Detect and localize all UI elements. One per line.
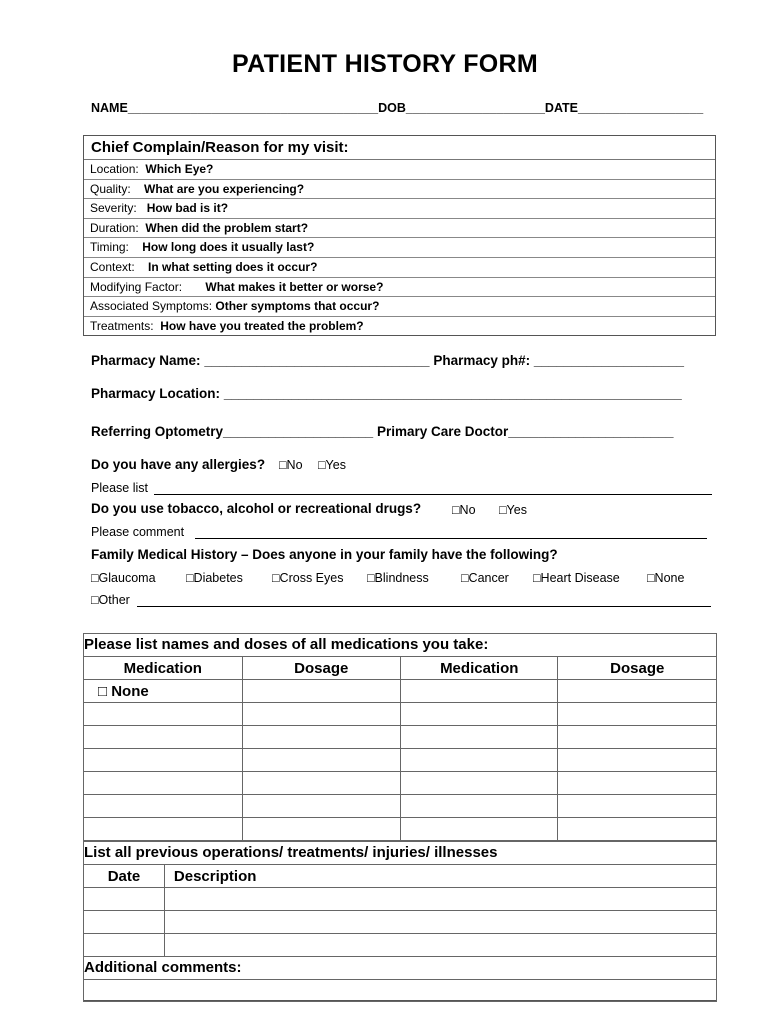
table-cell[interactable] <box>164 934 716 957</box>
referring-optometry-field[interactable]: ____________________ <box>223 424 374 439</box>
table-row <box>84 818 717 841</box>
col-dosage-2: Dosage <box>558 657 717 680</box>
tobacco-no-checkbox[interactable]: □No <box>452 503 476 517</box>
row-label: Associated Symptoms: <box>90 299 213 314</box>
referring-row <box>91 424 673 439</box>
name-label: NAME <box>91 101 128 115</box>
chief-row-modifying[interactable] <box>84 278 715 298</box>
row-label: Location: <box>90 162 139 176</box>
row-label: Context: <box>90 259 135 274</box>
chief-row-associated[interactable] <box>84 297 715 317</box>
table-cell[interactable] <box>84 795 243 818</box>
table-cell[interactable] <box>401 726 558 749</box>
table-row <box>84 726 717 749</box>
table-cell[interactable] <box>84 772 243 795</box>
row-label: Treatments: <box>90 318 154 333</box>
row-question: Which Eye? <box>145 162 214 176</box>
medications-table <box>83 633 717 841</box>
table-cell[interactable] <box>242 726 401 749</box>
row-label: Duration: <box>90 220 139 235</box>
row-question: What are you experiencing? <box>144 181 305 196</box>
table-cell[interactable] <box>164 911 716 934</box>
col-medication-2: Medication <box>401 657 558 680</box>
tobacco-yes-checkbox[interactable]: □Yes <box>499 503 527 517</box>
table-cell[interactable] <box>242 795 401 818</box>
table-row <box>84 749 717 772</box>
name-field[interactable]: ____________________________________ <box>127 101 379 115</box>
family-option-none[interactable]: □None <box>647 571 685 585</box>
chief-row-treatments[interactable] <box>84 317 715 336</box>
family-option-glaucoma[interactable]: □Glaucoma <box>91 571 156 585</box>
table-row <box>84 911 717 934</box>
date-field[interactable]: __________________ <box>578 101 704 115</box>
table-cell[interactable] <box>84 934 165 957</box>
allergies-yes-checkbox[interactable]: □Yes <box>318 458 346 472</box>
allergies-list-label: Please list <box>91 481 148 495</box>
row-label: Quality: <box>90 181 131 196</box>
table-cell[interactable] <box>84 749 243 772</box>
row-label: Timing: <box>90 240 129 255</box>
primary-care-field[interactable]: ______________________ <box>508 424 674 439</box>
table-cell[interactable] <box>558 703 717 726</box>
tobacco-question: Do you use tobacco, alcohol or recreational drugs? <box>91 501 422 516</box>
table-row <box>84 703 717 726</box>
comments-field[interactable] <box>84 980 717 1002</box>
table-cell[interactable] <box>558 818 717 841</box>
row-question: Other symptoms that occur? <box>215 299 380 314</box>
table-cell[interactable] <box>558 726 717 749</box>
table-cell[interactable] <box>401 749 558 772</box>
form-title: PATIENT HISTORY FORM <box>231 50 538 78</box>
family-option-blindness[interactable]: □Blindness <box>367 571 429 585</box>
table-cell[interactable] <box>242 818 401 841</box>
family-option-diabetes[interactable]: □Diabetes <box>186 571 243 585</box>
family-option-heart-disease[interactable]: □Heart Disease <box>533 571 620 585</box>
medications-box <box>83 633 717 1001</box>
allergies-no-checkbox[interactable]: □No <box>279 458 303 472</box>
table-cell[interactable] <box>84 888 165 911</box>
table-cell[interactable] <box>84 911 165 934</box>
table-cell[interactable] <box>401 680 558 703</box>
comments-heading: Additional comments: <box>84 957 717 980</box>
table-row <box>84 934 717 957</box>
pharmacy-location-row <box>91 386 682 401</box>
header-line <box>91 101 703 115</box>
dob-label: DOB <box>378 101 406 115</box>
medications-heading: Please list names and doses of all medications you take: <box>84 634 717 657</box>
chief-row-timing[interactable] <box>84 238 715 258</box>
chief-row-location[interactable] <box>84 160 715 180</box>
tobacco-comment-field[interactable] <box>195 538 707 539</box>
pharmacy-location-field[interactable]: _____________________________________________________________ <box>223 386 682 401</box>
family-option-cancer[interactable]: □Cancer <box>461 571 509 585</box>
pharmacy-location-label: Pharmacy Location: <box>91 386 221 401</box>
family-history-question: Family Medical History – Does anyone in your family have the following? <box>91 547 558 562</box>
row-question: When did the problem start? <box>145 220 309 235</box>
row-question: In what setting does it occur? <box>148 259 318 274</box>
table-cell[interactable] <box>242 749 401 772</box>
tobacco-comment-label: Please comment <box>91 525 185 539</box>
table-cell[interactable] <box>84 818 243 841</box>
table-cell[interactable] <box>164 888 716 911</box>
allergies-list-field[interactable] <box>154 494 712 495</box>
row-question: What makes it better or worse? <box>205 279 384 294</box>
table-cell[interactable] <box>84 703 243 726</box>
operations-heading: List all previous operations/ treatments/ injuries/ illnesses <box>84 842 717 865</box>
row-question: How long does it usually last? <box>142 240 315 255</box>
col-description: Description <box>164 865 716 888</box>
family-option-other[interactable]: □Other <box>91 593 130 607</box>
pharmacy-name-label: Pharmacy Name: <box>91 353 201 368</box>
table-cell[interactable] <box>242 703 401 726</box>
table-row <box>84 888 717 911</box>
table-row <box>84 795 717 818</box>
chief-complaint-heading: Chief Complain/Reason for my visit: <box>84 136 715 160</box>
chief-row-severity[interactable] <box>84 199 715 219</box>
chief-row-quality[interactable] <box>84 180 715 200</box>
table-cell[interactable] <box>558 680 717 703</box>
table-row <box>84 772 717 795</box>
table-cell[interactable] <box>401 772 558 795</box>
table-cell[interactable] <box>84 726 243 749</box>
primary-care-label: Primary Care Doctor <box>376 424 509 439</box>
pharmacy-phone-label: Pharmacy ph#: <box>433 353 531 368</box>
pharmacy-name-field[interactable]: ______________________________ <box>204 353 430 368</box>
col-dosage-1: Dosage <box>242 657 401 680</box>
referring-optometry-label: Referring Optometry <box>91 424 224 439</box>
table-cell[interactable] <box>558 749 717 772</box>
date-label: DATE <box>544 101 579 115</box>
chief-row-context[interactable] <box>84 258 715 278</box>
dob-field[interactable]: ____________________ <box>405 101 545 115</box>
pharmacy-phone-field[interactable]: ____________________ <box>533 353 685 368</box>
operations-table <box>83 841 717 957</box>
col-medication-1: Medication <box>84 657 243 680</box>
table-cell[interactable] <box>558 772 717 795</box>
chief-complaint-table <box>83 135 716 336</box>
table-cell[interactable] <box>401 795 558 818</box>
pharmacy-name-row <box>91 353 684 368</box>
chief-row-duration[interactable] <box>84 219 715 239</box>
row-label: Modifying Factor: <box>90 279 183 294</box>
col-date: Date <box>84 865 165 888</box>
table-cell[interactable] <box>558 795 717 818</box>
row-label: Severity: <box>90 201 137 216</box>
allergies-question: Do you have any allergies? <box>91 457 266 472</box>
row-question: How bad is it? <box>146 201 229 216</box>
row-question: How have you treated the problem? <box>160 318 364 333</box>
family-other-field[interactable] <box>137 606 711 607</box>
comments-table <box>83 956 717 1002</box>
table-cell[interactable] <box>242 680 401 703</box>
medications-none-checkbox[interactable]: □ None <box>84 680 243 703</box>
table-cell[interactable] <box>401 818 558 841</box>
family-option-cross-eyes[interactable]: □Cross Eyes <box>272 571 344 585</box>
table-cell[interactable] <box>401 703 558 726</box>
table-cell[interactable] <box>242 772 401 795</box>
